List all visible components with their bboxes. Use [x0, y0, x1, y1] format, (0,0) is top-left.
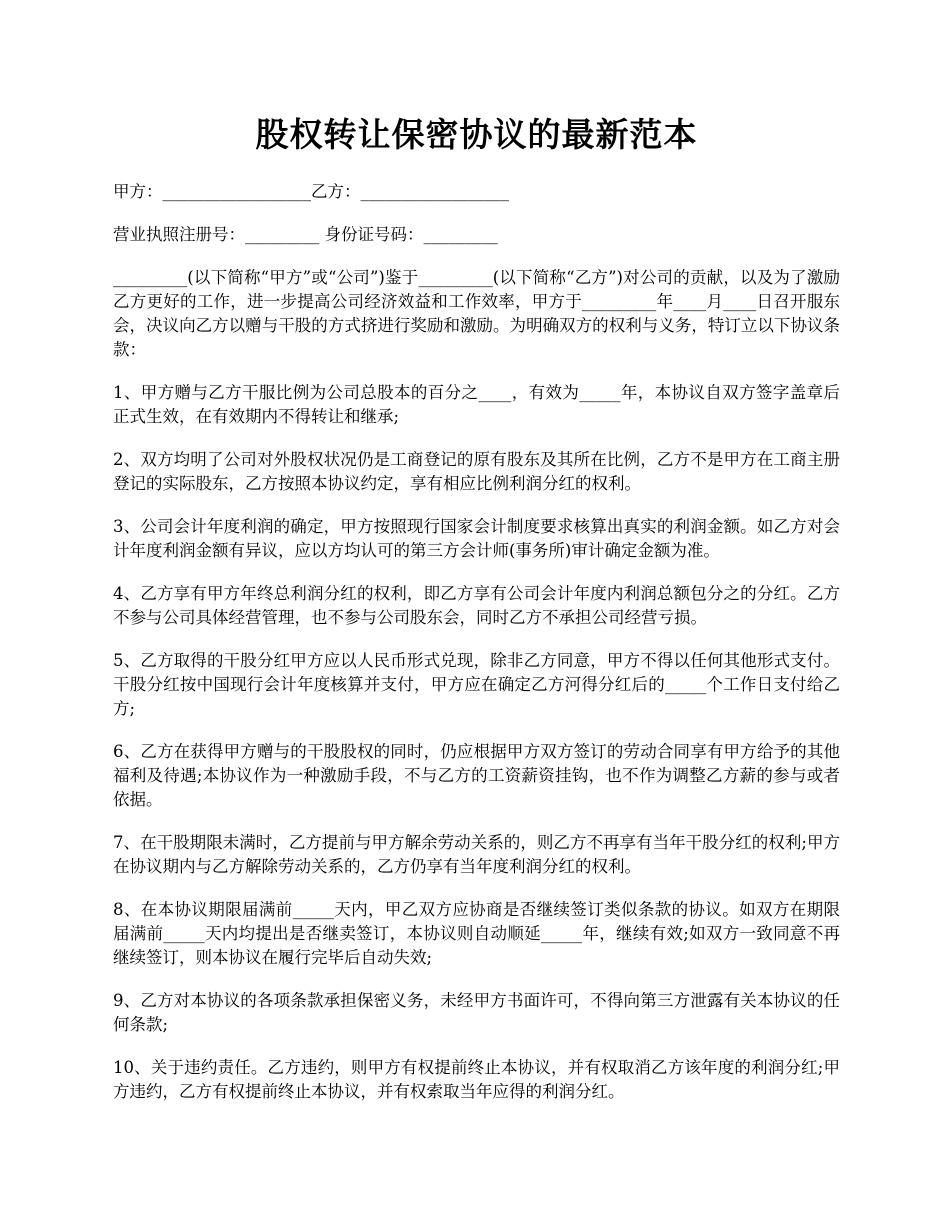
- registration-line: 营业执照注册号：_________ 身份证号码：_________: [113, 225, 498, 244]
- clause-3: 3、公司会计年度利润的确定，甲方按照现行国家会计制度要求核算出真实的利润金额。如乙方对会计年度利润金额有异议，应以方均认可的第三方会计师(事务所)审计确定金额为准。: [113, 517, 840, 560]
- clause-6: 6、乙方在获得甲方赠与的干股股权的同时，仍应根据甲方双方签订的劳动合同享有甲方给予的其他福利及待遇;本协议作为一种激励手段，不与乙方的工资薪资挂钩，也不作为调整乙方薪的参与或者依据。: [113, 742, 840, 809]
- clause-7: 7、在干股期限未满时，乙方提前与甲方解余劳动关系的，则乙方不再享有当年干股分红的权利;甲方在协议期内与乙方解除劳动关系的，乙方仍享有当年度利润分红的权利。: [113, 833, 840, 876]
- clause-9: 9、乙方对本协议的各项条款承担保密义务，未经甲方书面许可，不得向第三方泄露有关本协议的任何条款;: [113, 991, 840, 1034]
- document-title: 股权转让保密协议的最新范本: [255, 115, 698, 154]
- preamble-paragraph: _________(以下简称“甲方”或“公司”)鉴于_________(以下简称“乙方”)对公司的贡献，以及为了激励乙方更好的工作，进一步提高公司经济效益和工作效率，甲方于_________年____月____日召开服东会，决议向乙方以赠与干股的方式挤进行奖励和激励。为明确双方的权利与义务，特订立以下协议条款：: [113, 268, 840, 359]
- clause-5: 5、乙方取得的干股分红甲方应以人民币形式兑现，除非乙方同意，甲方不得以任何其他形式支付。干股分红按中国现行会计年度核算并支付，甲方应在确定乙方河得分红后的_____个工作日支付给乙方;: [113, 651, 840, 718]
- document-page: [113, 110, 840, 1123]
- clause-1: 1、甲方赠与乙方干服比例为公司总股本的百分之____，有效为_____年，本协议自双方签字盖章后正式生效，在有效期内不得转让和继承;: [113, 383, 840, 426]
- clause-2: 2、双方均明了公司对外股权状况仍是工商登记的原有股东及其所在比例，乙方不是甲方在工商主册登记的实际股东，乙方按照本协议约定，享有相应比例利润分红的权利。: [113, 450, 840, 493]
- clause-8: 8、在本协议期限届满前_____天内，甲乙双方应协商是否继续签订类似条款的协议。如双方在期限届满前_____天内均提出是否继卖签订，本协议则自动顺延_____年，继续有效;如双方一致同意不再继续签订，则本协议在履行完毕后自动失效;: [113, 900, 840, 967]
- party-line: 甲方：__________________乙方：__________________: [113, 182, 509, 201]
- clause-10: 10、关于违约责任。乙方违约，则甲方有权提前终止本协议，并有权取消乙方该年度的利润分红;甲方违约，乙方有权提前终止本协议，并有权索取当年应得的利润分红。: [113, 1058, 840, 1101]
- clause-4: 4、乙方享有甲方年终总利润分红的权利，即乙方享有公司会计年度内利润总额包分之的分红。乙方不参与公司具体经营管理，也不参与公司股东会，同时乙方不承担公司经营亏损。: [113, 584, 840, 627]
